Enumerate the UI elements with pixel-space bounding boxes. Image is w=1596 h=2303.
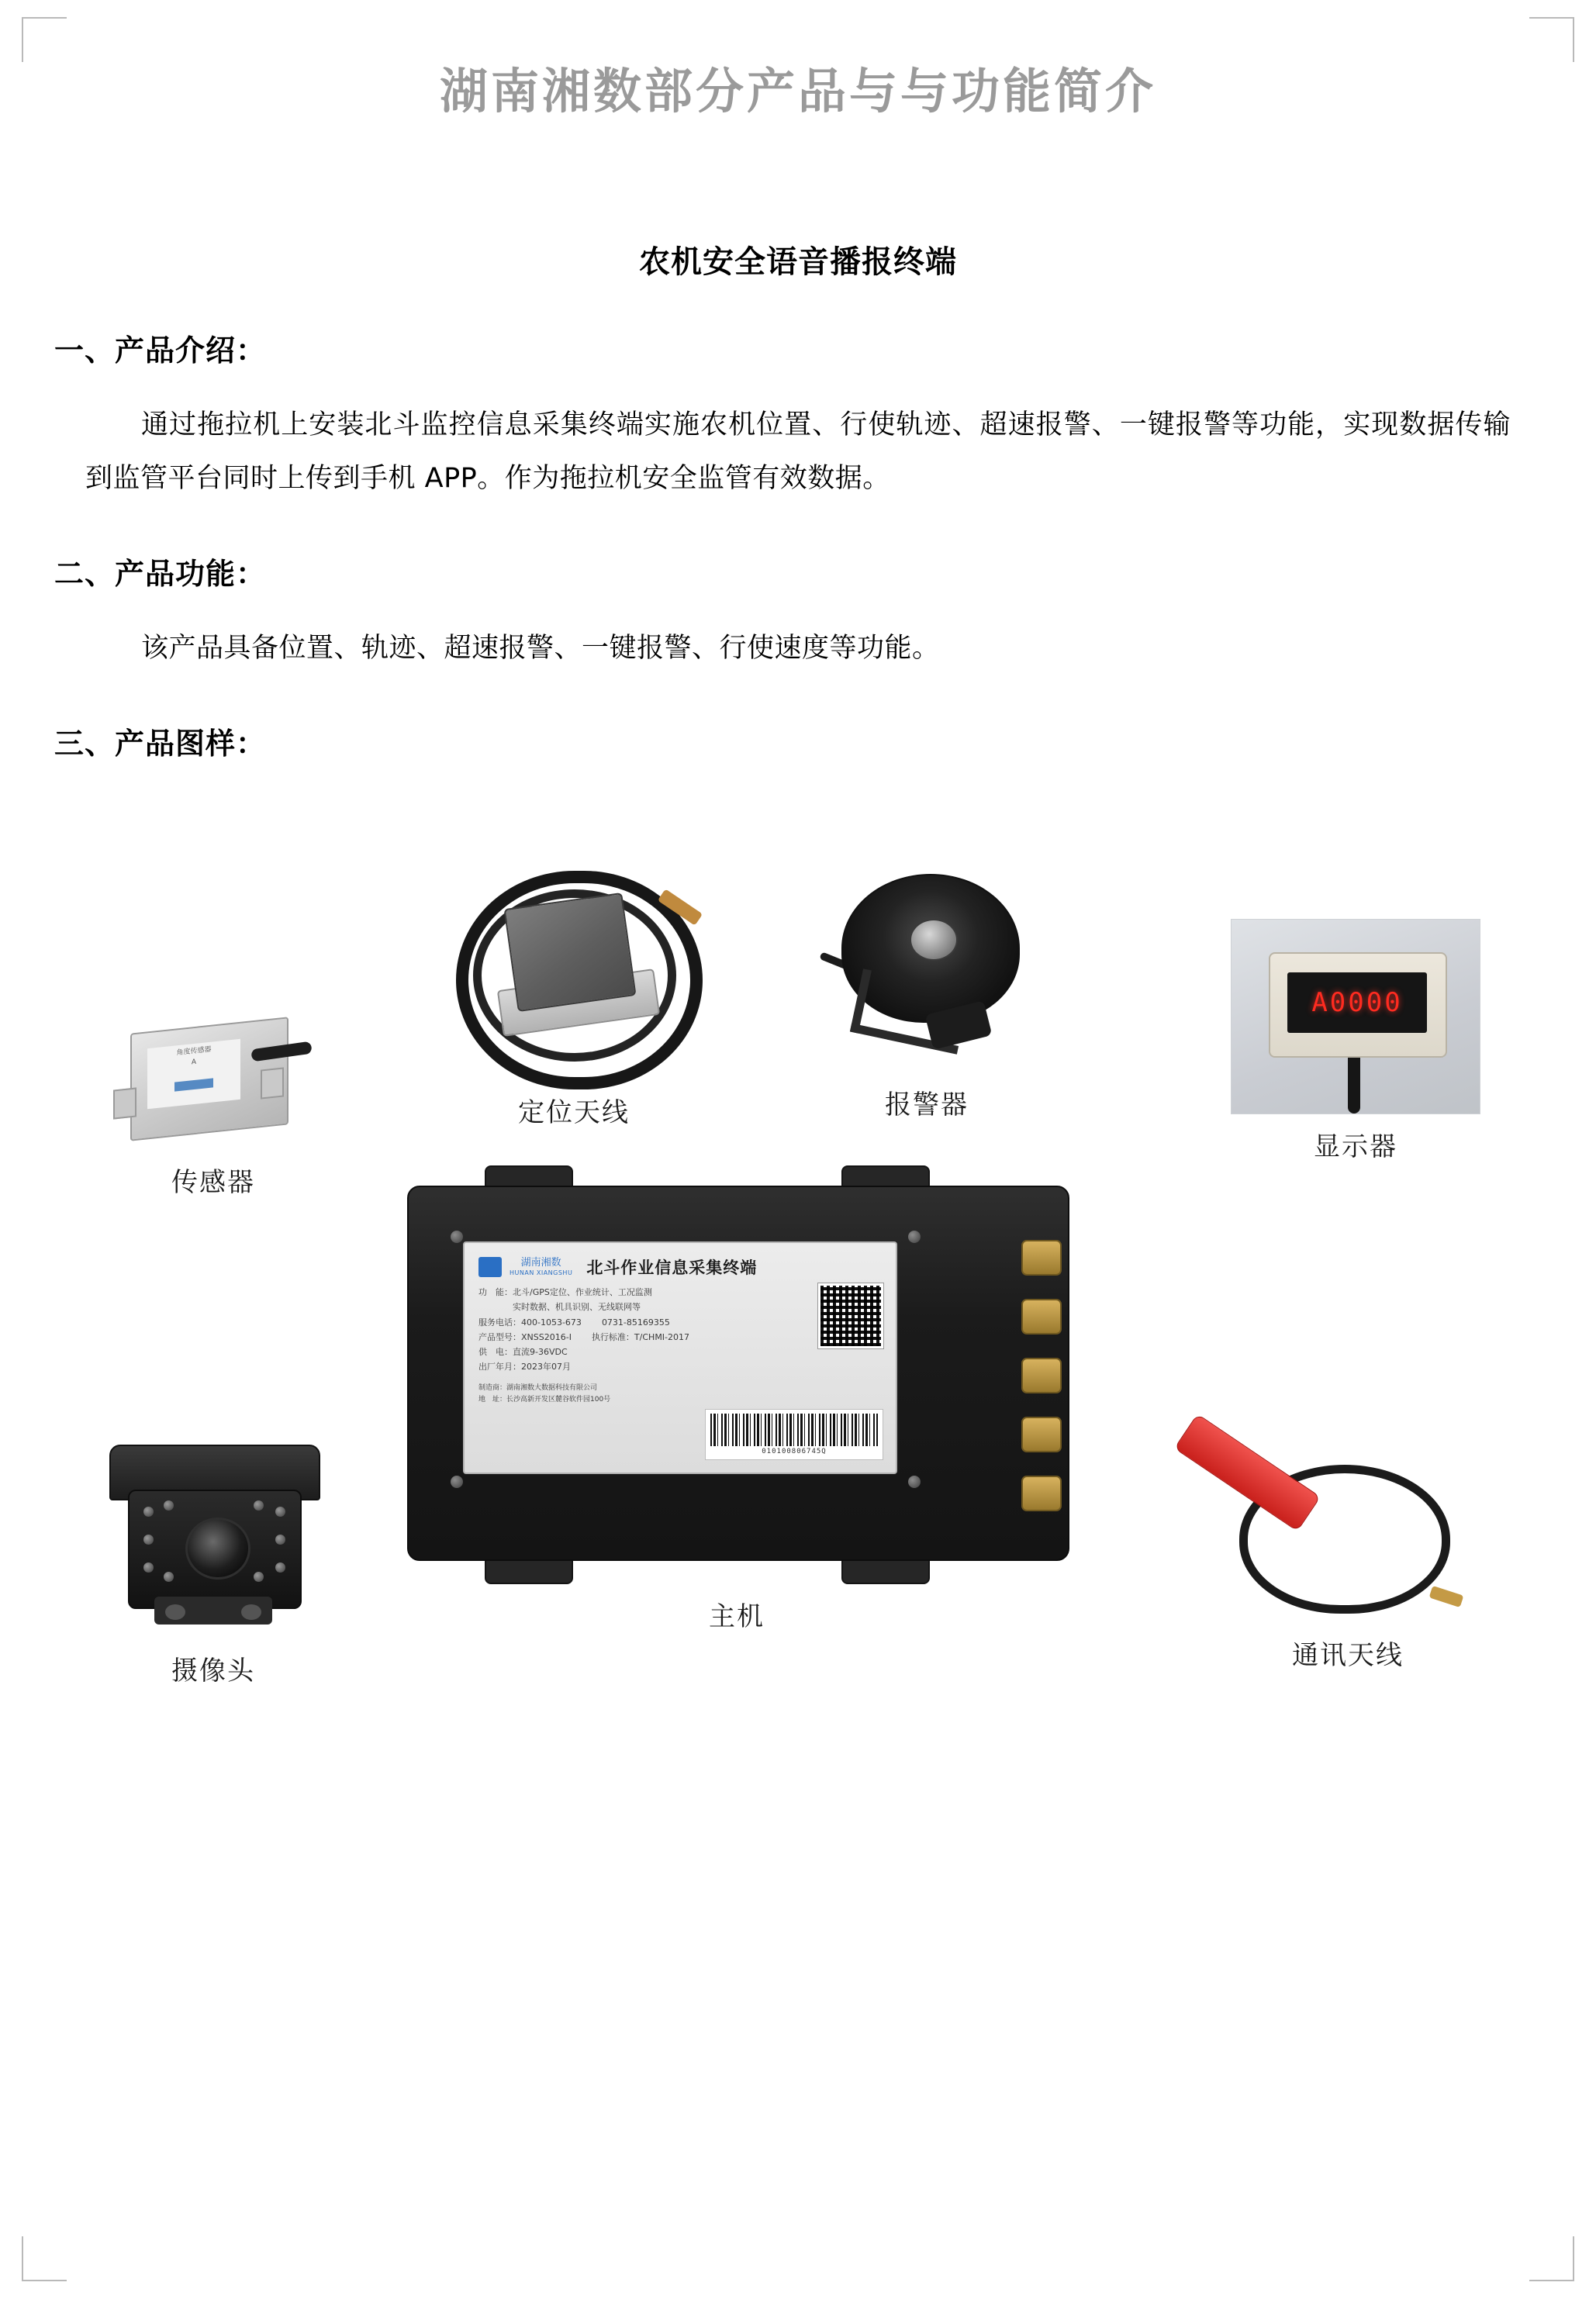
- plate-row-1-left: 实时数据、机具识别、无线联网等: [478, 1302, 641, 1313]
- product-item-display: [1216, 919, 1495, 1163]
- display-screen: [1287, 972, 1427, 1033]
- sensor-label-line1: 角度传感器: [176, 1045, 212, 1058]
- barcode-number: 010100806745Q: [762, 1448, 827, 1456]
- sensor-image: [116, 1014, 310, 1150]
- caption-host: 主机: [709, 1601, 765, 1633]
- display-cable: [1348, 1051, 1360, 1114]
- product-item-sensor: [85, 1014, 341, 1199]
- host-plate-title: 北斗作业信息采集终端: [586, 1259, 758, 1278]
- product-figure-group: [85, 855, 1511, 1840]
- camera-image: [105, 1445, 322, 1638]
- paragraph-product-functions: 该产品具备位置、轨迹、超速报警、一键报警、行使速度等功能。: [141, 632, 940, 664]
- heading-product-intro: 一、产品介绍：: [54, 333, 267, 368]
- product-item-camera: [85, 1445, 341, 1687]
- caption-sensor: 传感器: [171, 1167, 255, 1199]
- caption-display: 显示器: [1314, 1131, 1397, 1163]
- plate-row-5-left: 出厂年月：2023年07月: [478, 1362, 571, 1372]
- caption-comm-antenna: 通讯天线: [1292, 1640, 1404, 1672]
- qr-code: [818, 1283, 883, 1348]
- product-item-gps-antenna: [427, 855, 721, 1129]
- comm-connector: [1429, 1586, 1464, 1607]
- barcode: [705, 1409, 883, 1460]
- product-item-alarm: [799, 863, 1055, 1121]
- plate-row-7-left: 制造商：湖南湘数大数据科技有限公司: [478, 1383, 598, 1392]
- plate-row-0-left: 功 能：北斗/GPS定位、作业统计、工况监测: [478, 1287, 652, 1298]
- camera-lens: [185, 1517, 250, 1580]
- plate-row-3-left: 产品型号：XNSS2016-Ⅰ: [478, 1331, 572, 1342]
- comm-antenna-image: [1193, 1398, 1503, 1623]
- sensor-brand-logo: [174, 1079, 213, 1092]
- display-digits: A0000: [1311, 987, 1403, 1019]
- host-brand-logo: [478, 1257, 502, 1277]
- page-title: 湖南湘数部分产品与与功能简介: [439, 66, 1156, 119]
- heading-product-functions: 二、产品功能：: [54, 556, 267, 591]
- host-image: [407, 1165, 1066, 1584]
- caption-gps-antenna: 定位天线: [518, 1097, 630, 1129]
- plate-row-2-left: 服务电话：400-1053-673: [478, 1317, 582, 1328]
- heading-product-figures: 三、产品图样：: [54, 727, 267, 761]
- caption-alarm: 报警器: [885, 1089, 969, 1121]
- sensor-label-line2: A: [191, 1058, 197, 1066]
- product-item-host: [388, 1165, 1086, 1633]
- host-brand-line1: 湖南湘数: [520, 1257, 561, 1269]
- display-image: [1231, 919, 1480, 1114]
- host-label-plate: [463, 1241, 897, 1474]
- paragraph-product-intro: 通过拖拉机上安装北斗监控信息采集终端实施农机位置、行使轨迹、超速报警、一键报警等功能，实现数据传输到监管平台同时上传到手机 APP。作为拖拉机安全监管有效数据。: [85, 409, 1511, 494]
- gps-antenna-image: [442, 855, 706, 1080]
- plate-row-3-right: 执行标准：T/CHMI-2017: [591, 1331, 690, 1342]
- section-title: 农机安全语音播报终端: [639, 244, 957, 281]
- caption-camera: 摄像头: [171, 1656, 255, 1687]
- product-item-comm-antenna: [1185, 1398, 1511, 1672]
- host-brand-line2: HUNAN XIANGSHU: [510, 1269, 573, 1277]
- plate-row-2-right: 0731-85169355: [601, 1317, 670, 1328]
- plate-row-4-left: 供 电：直流9-36VDC: [478, 1347, 568, 1358]
- plate-row-8-left: 地 址：长沙高新开发区麓谷软件园100号: [478, 1396, 611, 1404]
- alarm-image: [810, 863, 1043, 1072]
